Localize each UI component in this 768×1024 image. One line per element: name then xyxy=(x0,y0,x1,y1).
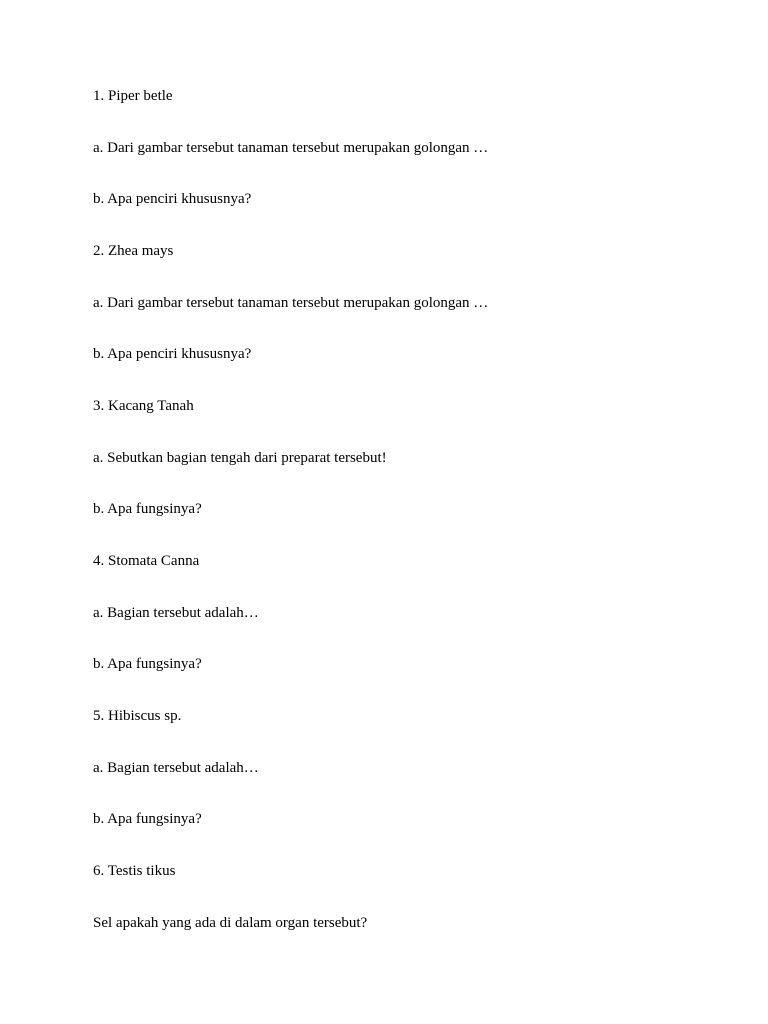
question-2b: b. Apa penciri khususnya? xyxy=(93,346,252,362)
question-4b: b. Apa fungsinya? xyxy=(93,656,202,672)
question-4-title: 4. Stomata Canna xyxy=(93,553,200,569)
question-2-title: 2. Zhea mays xyxy=(93,243,174,259)
question-5a: a. Bagian tersebut adalah… xyxy=(93,760,259,776)
question-1-title: 1. Piper betle xyxy=(93,88,173,104)
question-5b: b. Apa fungsinya? xyxy=(93,811,202,827)
question-2a: a. Dari gambar tersebut tanaman tersebut merupakan golongan … xyxy=(93,295,489,311)
question-4a: a. Bagian tersebut adalah… xyxy=(93,605,259,621)
question-3b: b. Apa fungsinya? xyxy=(93,501,202,517)
question-1a: a. Dari gambar tersebut tanaman tersebut merupakan golongan … xyxy=(93,140,489,156)
question-6-text: Sel apakah yang ada di dalam organ tersebut? xyxy=(93,915,368,931)
question-6-title: 6. Testis tikus xyxy=(93,863,176,879)
question-3-title: 3. Kacang Tanah xyxy=(93,398,194,414)
question-1b: b. Apa penciri khususnya? xyxy=(93,191,252,207)
question-3a: a. Sebutkan bagian tengah dari preparat tersebut! xyxy=(93,450,387,466)
question-5-title: 5. Hibiscus sp. xyxy=(93,708,182,724)
